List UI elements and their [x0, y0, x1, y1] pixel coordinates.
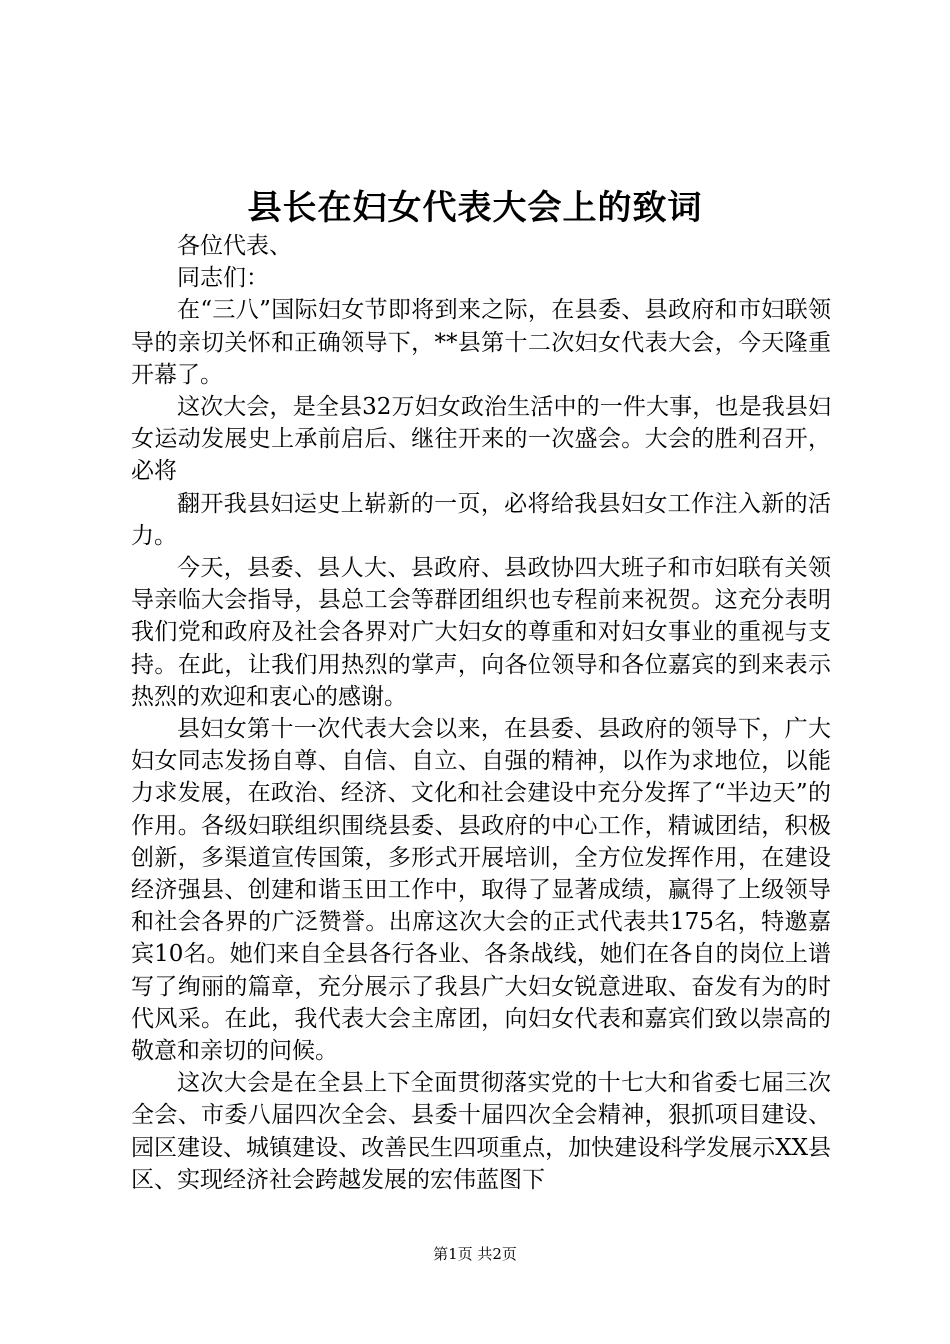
- document-body: [131, 230, 831, 1196]
- paragraph-welcome: 今天，县委、县人大、县政府、县政协四大班子和市妇联有关领导亲临大会指导，县总工会等群团组织也专程前来祝贺。这充分表明我们党和政府及社会各界对广大妇女的尊重和对妇女事业的重视与支持。在此，让我们用热烈的掌声，向各位领导和各位嘉宾的到来表示热烈的欢迎和衷心的感谢。: [131, 555, 831, 710]
- paragraph-achievements: 县妇女第十一次代表大会以来，在县委、县政府的领导下，广大妇女同志发扬自尊、自信、自立、自强的精神，以作为求地位，以能力求发展，在政治、经济、文化和社会建设中充分发挥了“半边天”的作用。各级妇联组织围绕县委、县政府的中心工作，精诚团结，积极创新，多渠道宣传国策，多形式开展培训，全方位发挥作用，在建设经济强县、创建和谐玉田工作中，取得了显著成绩，赢得了上级领导和社会各界的广泛赞誉。出席这次大会的正式代表共175名，特邀嘉宾10名。她们来自全县各行各业、各条战线，她们在各自的岗位上谱写了绚丽的篇章，充分展示了我县广大妇女锐意进取、奋发有为的时代风采。在此，我代表大会主席团，向妇女代表和嘉宾们致以崇高的敬意和亲切的问候。: [131, 716, 831, 1065]
- document-title: 县长在妇女代表大会上的致词: [247, 188, 703, 228]
- paragraph-new-page: 翻开我县妇运史上崭新的一页，必将给我县妇女工作注入新的活力。: [131, 490, 831, 549]
- page-footer: 第1页 共2页: [433, 1245, 517, 1263]
- paragraph-significance: 这次大会，是全县32万妇女政治生活中的一件大事，也是我县妇女运动发展史上承前启后、继往开来的一次盛会。大会的胜利召开，必将: [131, 394, 831, 485]
- paragraph-context: 这次大会是在全县上下全面贯彻落实党的十七大和省委七届三次全会、市委八届四次全会、县委十届四次全会精神，狠抓项目建设、园区建设、城镇建设、改善民生四项重点，加快建设科学发展示XX县区、实现经济社会跨越发展的宏伟蓝图下: [131, 1070, 831, 1193]
- paragraph-opening: 在“三八”国际妇女节即将到来之际，在县委、县政府和市妇联领导的亲切关怀和正确领导下，**县第十二次妇女代表大会，今天隆重开幕了。: [131, 297, 831, 388]
- paragraph-salutation-1: 各位代表、: [177, 233, 292, 259]
- paragraph-salutation-2: 同志们：: [177, 265, 269, 292]
